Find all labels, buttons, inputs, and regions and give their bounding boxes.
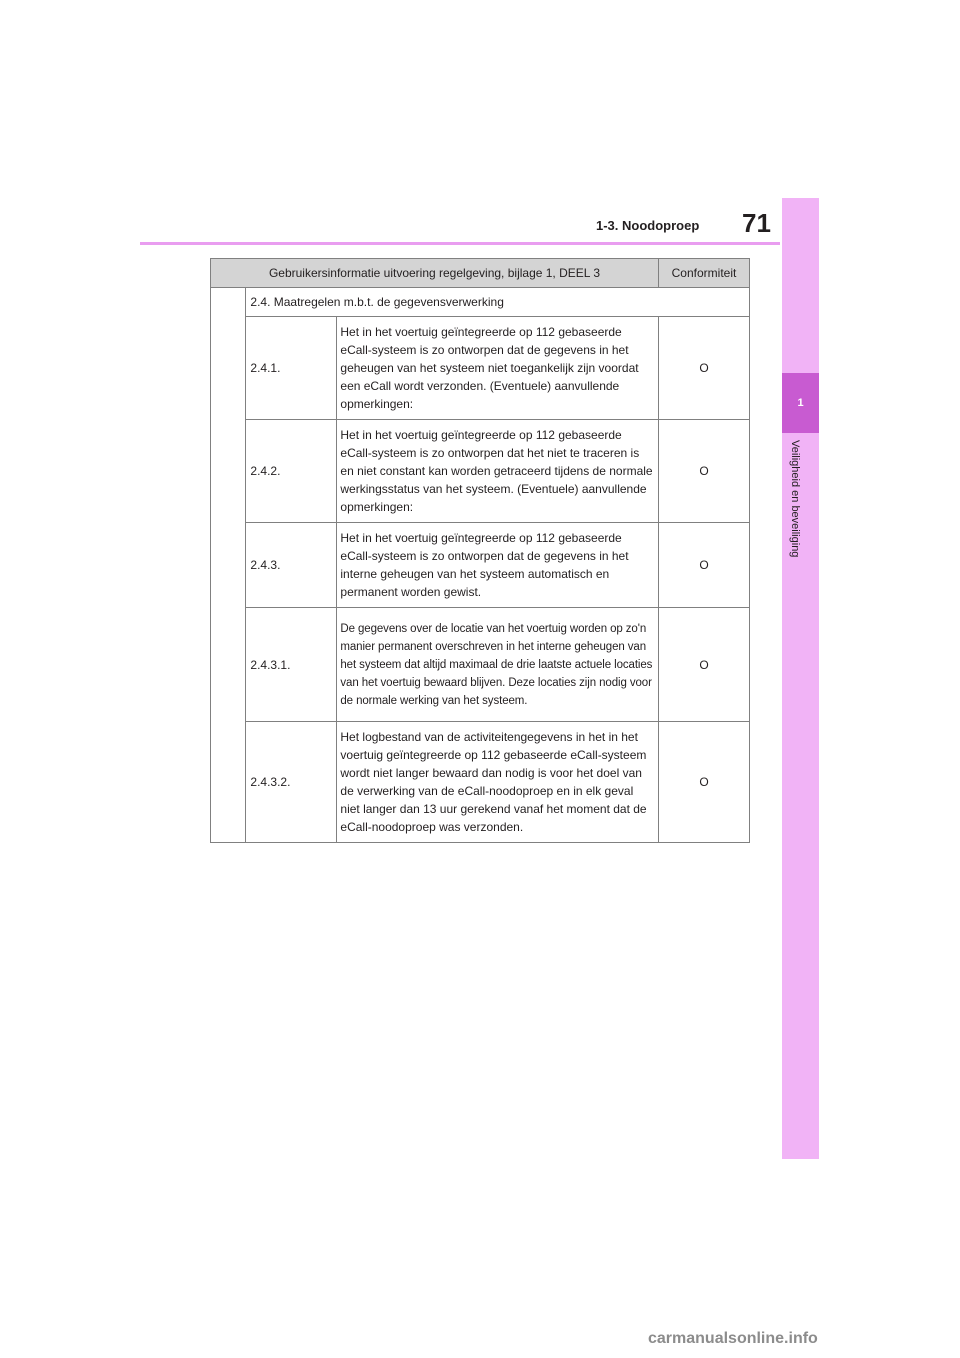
row-description: Het in het voertuig geïntegreerde op 112 gebaseerde eCall-systeem is zo ontworpen dat de gegevens in het geheugen van het systeem niet toegankelijk zijn voordat een eCall wordt verzonden. (Eventuele) aanvullende opmerkingen: xyxy=(337,317,659,420)
row-description: Het logbestand van de activiteitengegevens in het in het voertuig geïntegreerde op 112 gebaseerde eCall-systeem wordt niet langer bewaard dan nodig is voor het doel van de verwerking van de eCall-noodoproep en in elk geval niet langer dan 13 uur gerekend vanaf het moment dat de eCall-noodoproep was verzonden. xyxy=(337,722,659,843)
table-header-title: Gebruikersinformatie uitvoering regelgeving, bijlage 1, DEEL 3 xyxy=(211,259,659,288)
row-conformity: O xyxy=(658,722,749,843)
table-row xyxy=(211,420,750,523)
row-description: De gegevens over de locatie van het voertuig worden op zo'n manier permanent overschreven in het interne geheugen van het systeem dat altijd maximaal de drie laatste actuele locaties van het voertuig bewaard blijven. Deze locaties zijn nodig voor de normale werking van het systeem. xyxy=(337,608,659,722)
row-number: 2.4.2. xyxy=(246,420,337,523)
row-number: 2.4.1. xyxy=(246,317,337,420)
table-indent-cell xyxy=(211,288,246,843)
chapter-label: Veiligheid en beveiliging xyxy=(789,440,801,558)
header-divider xyxy=(140,242,780,245)
row-description: Het in het voertuig geïntegreerde op 112 gebaseerde eCall-systeem is zo ontworpen dat het niet te traceren is en niet constant kan worden getraceerd tijdens de normale werkingsstatus van het systeem. (Eventuele) aanvullende opmerkingen: xyxy=(337,420,659,523)
row-conformity: O xyxy=(658,317,749,420)
table-row xyxy=(211,608,750,722)
row-number: 2.4.3.2. xyxy=(246,722,337,843)
table-header-row xyxy=(211,259,750,288)
row-conformity: O xyxy=(658,523,749,608)
conformity-table xyxy=(210,258,750,843)
table-section-row xyxy=(211,288,750,317)
page-number: 71 xyxy=(742,208,771,238)
row-number: 2.4.3.1. xyxy=(246,608,337,722)
watermark: carmanualsonline.info xyxy=(648,1330,818,1347)
table-row xyxy=(211,523,750,608)
table-row xyxy=(211,722,750,843)
table-section-title: 2.4. Maatregelen m.b.t. de gegevensverwerking xyxy=(246,288,750,317)
row-number: 2.4.3. xyxy=(246,523,337,608)
chapter-number-tab[interactable]: 1 xyxy=(782,373,819,433)
chapter-side-tab xyxy=(782,198,819,1159)
row-description: Het in het voertuig geïntegreerde op 112 gebaseerde eCall-systeem is zo ontworpen dat de gegevens in het interne geheugen van het systeem automatisch en permanent worden gewist. xyxy=(337,523,659,608)
row-conformity: O xyxy=(658,608,749,722)
table-row xyxy=(211,317,750,420)
row-conformity: O xyxy=(658,420,749,523)
section-title: 1-3. Noodoproep xyxy=(596,218,700,233)
table-header-conformity: Conformiteit xyxy=(658,259,749,288)
